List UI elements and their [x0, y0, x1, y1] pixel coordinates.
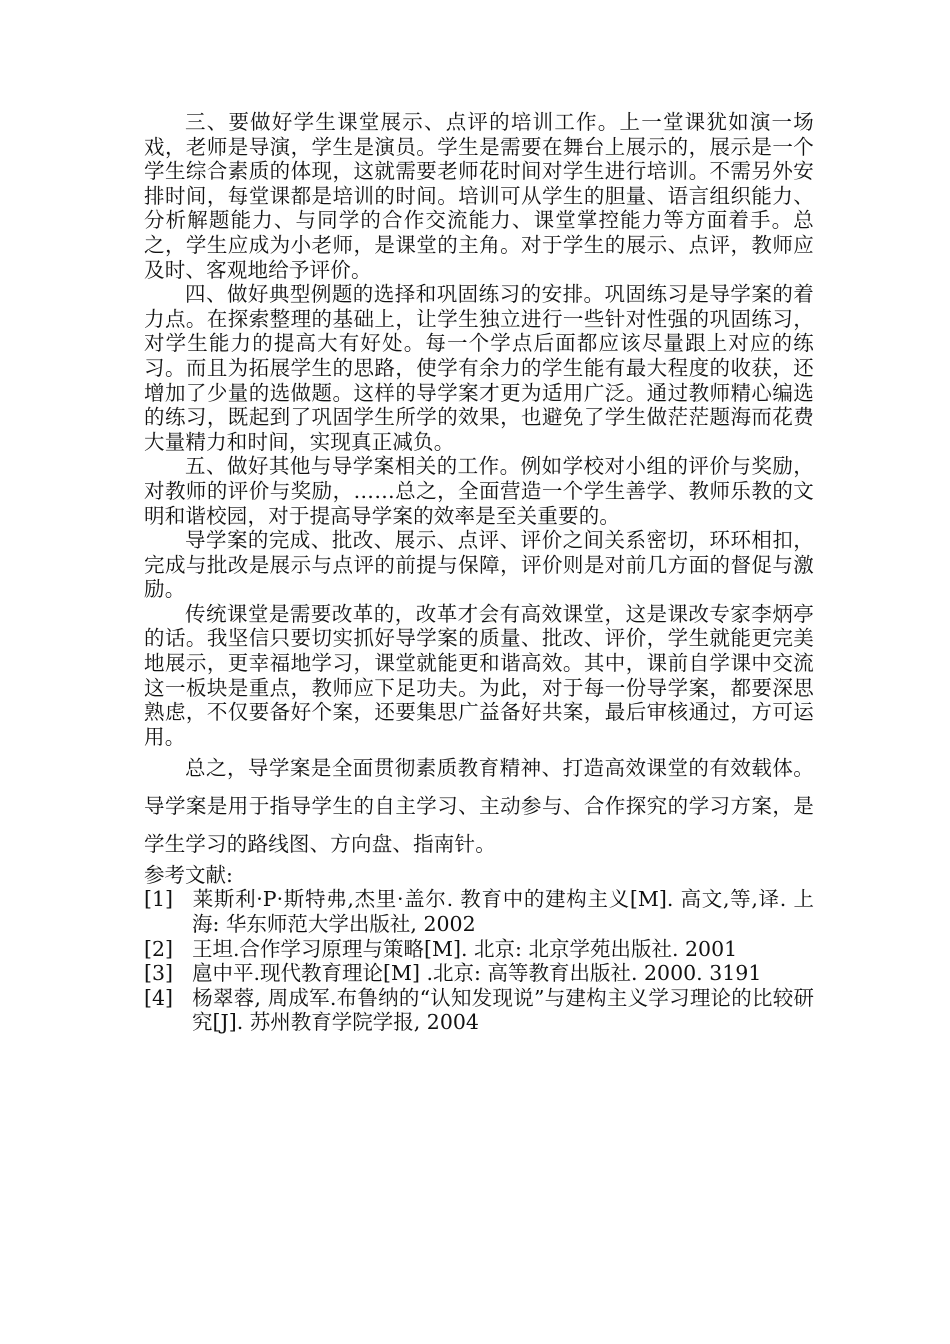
reference-number: [4]: [144, 985, 174, 1010]
reference-text: 杨翠蓉, 周成军.布鲁纳的“认知发现说”与建构主义学习理论的比较研究[J]. 苏州教育学院学报, 2004: [192, 985, 814, 1035]
reference-item: [144, 887, 814, 936]
paragraph-other-work: 五、做好其他与导学案相关的工作。例如学校对小组的评价与奖励，对教师的评价与奖励，……总之，全面营造一个学生善学、教师乐教的文明和谐校园，对于提高导学案的效率是至关重要的。: [144, 454, 814, 528]
reference-text: 莱斯利·P·斯特弗,杰里·盖尔. 教育中的建构主义[M]. 高文,等,译. 上海: 华东师范大学出版社, 2002: [192, 887, 814, 937]
reference-number: [1]: [144, 887, 174, 912]
reference-item: [144, 937, 814, 962]
paragraph-summary: 总之，导学案是全面贯彻素质教育精神、打造高效课堂的有效载体。导学案是用于指导学生的自主学习、主动参与、合作探究的学习方案，是学生学习的路线图、方向盘、指南针。: [144, 756, 814, 857]
reference-number: [3]: [144, 961, 174, 986]
paragraph-relationship: 导学案的完成、批改、展示、点评、评价之间关系密切，环环相扣，完成与批改是展示与点评的前提与保障，评价则是对前几方面的督促与激励。: [144, 528, 814, 602]
paragraph-reform: 传统课堂是需要改革的，改革才会有高效课堂，这是课改专家李炳亭的话。我坚信只要切实抓好导学案的质量、批改、评价，学生就能更完美地展示，更幸福地学习，课堂就能更和谐高效。其中，课前自学课中交流这一板块是重点，教师应下足功夫。为此，对于每一份导学案，都要深思熟虑，不仅要备好个案，还要集思广益备好共案，最后审核通过，方可运用。: [144, 601, 814, 749]
paragraph-training: 三、要做好学生课堂展示、点评的培训工作。上一堂课犹如演一场戏，老师是导演，学生是演员。学生是需要在舞台上展示的，展示是一个学生综合素质的体现，这就需要老师花时间对学生进行培训。不需另外安排时间，每堂课都是培训的时间。培训可从学生的胆量、语言组织能力、分析解题能力、与同学的合作交流能力、课堂掌控能力等方面着手。总之，学生应成为小老师，是课堂的主角。对于学生的展示、点评，教师应及时、客观地给予评价。: [144, 110, 814, 282]
reference-text: 王坦.合作学习原理与策略[M]. 北京: 北京学苑出版社. 2001: [192, 936, 738, 961]
references-title: 参考文献:: [144, 863, 233, 888]
reference-number: [2]: [144, 936, 174, 961]
paragraph-exercises: 四、做好典型例题的选择和巩固练习的安排。巩固练习是导学案的着力点。在探索整理的基础上，让学生独立进行一些针对性强的巩固练习，对学生能力的提高大有好处。每一个学点后面都应该尽量跟上对应的练习。而且为拓展学生的思路，使学有余力的学生能有最大程度的收获，还增加了少量的选做题。这样的导学案才更为适用广泛。通过教师精心编选的练习，既起到了巩固学生所学的效果，也避免了学生做茫茫题海而花费大量精力和时间，实现真正减负。: [144, 282, 814, 454]
reference-text: 扈中平.现代教育理论[M] .北京: 高等教育出版社. 2000. 3191: [192, 961, 762, 986]
document-body: [144, 110, 814, 1035]
reference-item: [144, 986, 814, 1035]
reference-item: [144, 961, 814, 986]
